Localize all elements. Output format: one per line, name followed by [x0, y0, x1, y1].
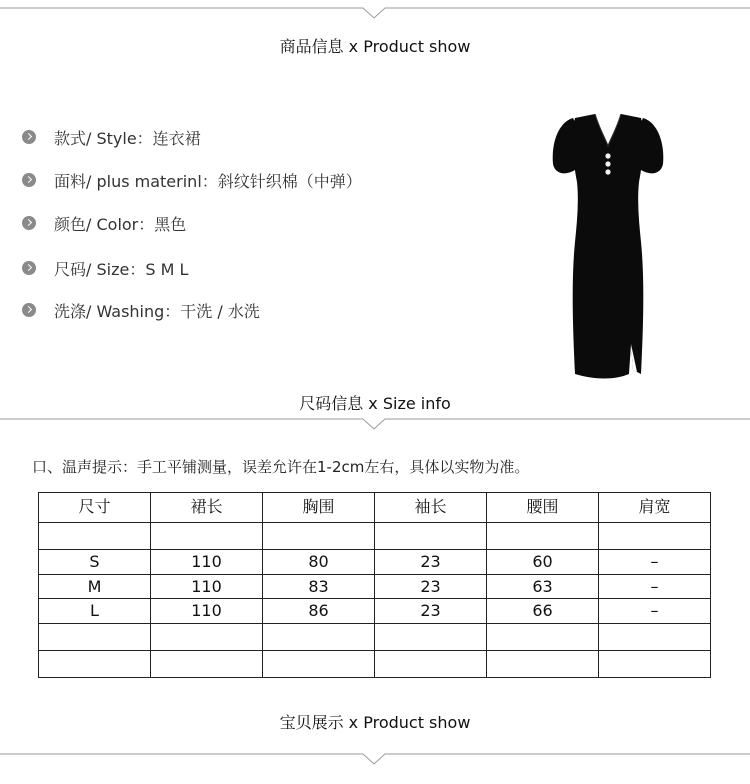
- table-cell: [487, 522, 599, 549]
- table-cell: 110: [151, 574, 263, 599]
- table-cell: 110: [151, 599, 263, 624]
- chevron-right-icon: [22, 261, 36, 275]
- chevron-right-icon: [22, 216, 36, 230]
- chevron-right-icon: [22, 173, 36, 187]
- table-header-cell: 腰围: [487, 493, 599, 523]
- table-cell: [599, 624, 711, 651]
- size-tip: 口、温声提示：手工平铺测量，误差允许在1-2cm左右，具体以实物为准。: [32, 458, 530, 476]
- attr-size-label: 尺码/ Size：S M L: [54, 259, 189, 279]
- size-section-title: 尺码信息 x Size info: [299, 394, 451, 413]
- table-row: [39, 624, 711, 651]
- table-cell: [39, 522, 151, 549]
- table-cell: 86: [263, 599, 375, 624]
- table-row: [39, 651, 711, 678]
- table-header-row: [39, 493, 711, 523]
- table-cell: M: [39, 574, 151, 599]
- table-cell: 23: [375, 549, 487, 574]
- table-cell: [375, 651, 487, 678]
- attr-color-label: 颜色/ Color：黑色: [54, 214, 187, 234]
- attr-washing-label: 洗涤/ Washing：干洗 / 水洗: [54, 301, 260, 321]
- bottom-divider: [0, 750, 750, 766]
- chevron-right-icon: [22, 303, 36, 317]
- table-cell: [151, 522, 263, 549]
- table-row: [39, 574, 711, 599]
- table-cell: 110: [151, 549, 263, 574]
- table-cell: [599, 522, 711, 549]
- table-cell: [263, 624, 375, 651]
- table-cell: [375, 522, 487, 549]
- table-cell: [375, 624, 487, 651]
- table-row: [39, 522, 711, 549]
- table-cell: [151, 651, 263, 678]
- attr-material: [22, 169, 362, 191]
- chevron-right-icon: [22, 130, 36, 144]
- attr-color: [22, 212, 186, 234]
- table-cell: [263, 651, 375, 678]
- top-divider: [0, 4, 750, 20]
- table-cell: [39, 624, 151, 651]
- table-cell: –: [599, 549, 711, 574]
- table-cell: 80: [263, 549, 375, 574]
- table-row: [39, 549, 711, 574]
- table-cell: –: [599, 599, 711, 624]
- table-header-cell: 肩宽: [599, 493, 711, 523]
- table-cell: [263, 522, 375, 549]
- table-cell: 66: [487, 599, 599, 624]
- table-cell: [487, 624, 599, 651]
- table-cell: [599, 651, 711, 678]
- table-cell: 23: [375, 574, 487, 599]
- table-cell: [487, 651, 599, 678]
- product-section-title: 商品信息 x Product show: [279, 37, 471, 56]
- table-cell: S: [39, 549, 151, 574]
- table-header-cell: 裙长: [151, 493, 263, 523]
- attr-material-label: 面料/ plus materinl：斜纹针织棉（中弹）: [54, 171, 362, 191]
- table-cell: 60: [487, 549, 599, 574]
- size-table: [38, 492, 711, 678]
- table-header-cell: 尺寸: [39, 493, 151, 523]
- table-cell: [151, 624, 263, 651]
- table-cell: L: [39, 599, 151, 624]
- table-cell: 23: [375, 599, 487, 624]
- display-section-title: 宝贝展示 x Product show: [279, 713, 471, 732]
- attr-size: [22, 257, 188, 279]
- table-cell: [39, 651, 151, 678]
- attr-style: [22, 126, 201, 148]
- middle-divider: [0, 415, 750, 431]
- table-cell: 83: [263, 574, 375, 599]
- table-header-cell: 胸围: [263, 493, 375, 523]
- attr-style-label: 款式/ Style：连衣裙: [54, 128, 201, 148]
- attr-washing: [22, 299, 260, 321]
- table-cell: 63: [487, 574, 599, 599]
- table-row: [39, 599, 711, 624]
- table-header-cell: 袖长: [375, 493, 487, 523]
- black-dress-image: [545, 112, 675, 388]
- table-cell: –: [599, 574, 711, 599]
